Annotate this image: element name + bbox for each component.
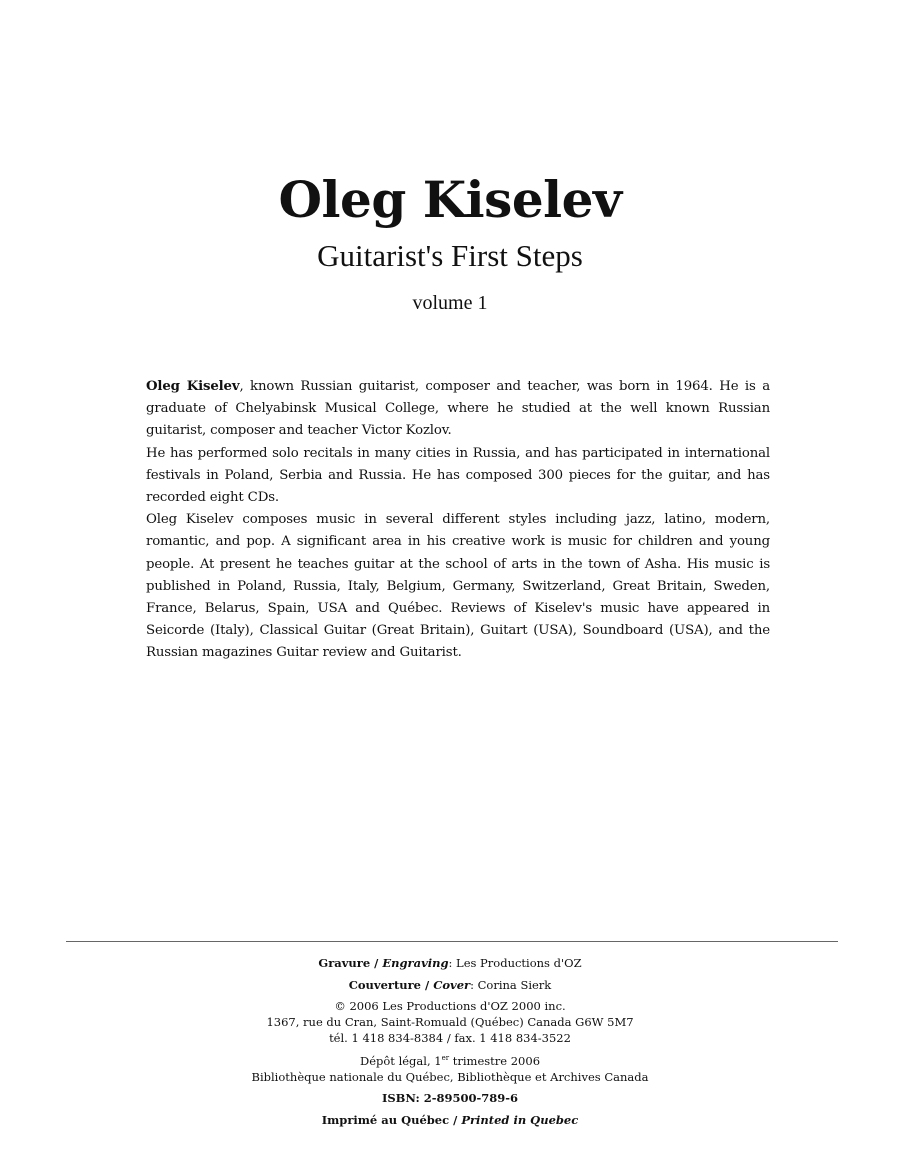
- bio-paragraph-1-text: , known Russian guitarist, composer and teacher, was born in 1964. He is a graduate of Chelyabinsk Musical College, where he studied at the well known Russian guitarist, composer and teacher Victor Kozlov.: [146, 379, 770, 439]
- biography: [146, 376, 770, 665]
- bio-author-name: Oleg Kiselev: [146, 379, 240, 394]
- engraving-credit: [0, 954, 900, 972]
- volume-label: volume 1: [412, 292, 488, 314]
- bio-paragraph-3: Oleg Kiselev composes music in several different styles including jazz, latino, modern, romantic, and pop. A significant area in his creative work is music for children and young people. At present he teaches guitar at the school of arts in the town of Asha. His music is published in Poland, Russia, Italy, Belgium, Germany, Switzerland, Great Britain, Sweden, France, Belarus, Spain, USA and Québec. Reviews of Kiselev's music have appeared in Seicorde (Italy), Classical Guitar (Great Britain), Guitart (USA), Soundboard (USA), and the Russian magazines Guitar review and Guitarist.: [146, 512, 770, 661]
- publisher-address: 1367, rue du Cran, Saint-Romuald (Québec) Canada G6W 5M7: [266, 1015, 634, 1029]
- isbn-line: ISBN: 2-89500-789-6: [381, 1090, 519, 1105]
- publisher-phone: tél. 1 418 834-8384 / fax. 1 418 834-3522: [329, 1031, 571, 1045]
- cover-credit: [0, 976, 900, 994]
- printed-in-line: Imprimé au Québec / Printed in Quebec: [321, 1112, 579, 1127]
- copyright-line: © 2006 Les Productions d'OZ 2000 inc.: [334, 999, 566, 1013]
- bio-paragraph-1: [146, 376, 770, 443]
- colophon: [0, 954, 900, 1129]
- cover-label: Couverture / Cover: [348, 978, 471, 992]
- engraving-value: : Les Productions d'OZ: [448, 956, 582, 970]
- colophon-divider: [66, 941, 838, 942]
- libraries-line: Bibliothèque nationale du Québec, Bibliothèque et Archives Canada: [251, 1069, 649, 1084]
- engraving-label: Gravure / Engraving: [318, 956, 449, 970]
- legal-deposit: Dépôt légal, 1er trimestre 2006: [359, 1053, 541, 1068]
- page-title: Oleg Kiselev: [278, 170, 622, 229]
- cover-value: : Corina Sierk: [470, 978, 552, 992]
- bio-paragraph-2: He has performed solo recitals in many cities in Russia, and has participated in international festivals in Poland, Serbia and Russia. He has composed 300 pieces for the guitar, and has recorded eight CDs.: [146, 445, 770, 506]
- page-subtitle: Guitarist's First Steps: [317, 238, 583, 273]
